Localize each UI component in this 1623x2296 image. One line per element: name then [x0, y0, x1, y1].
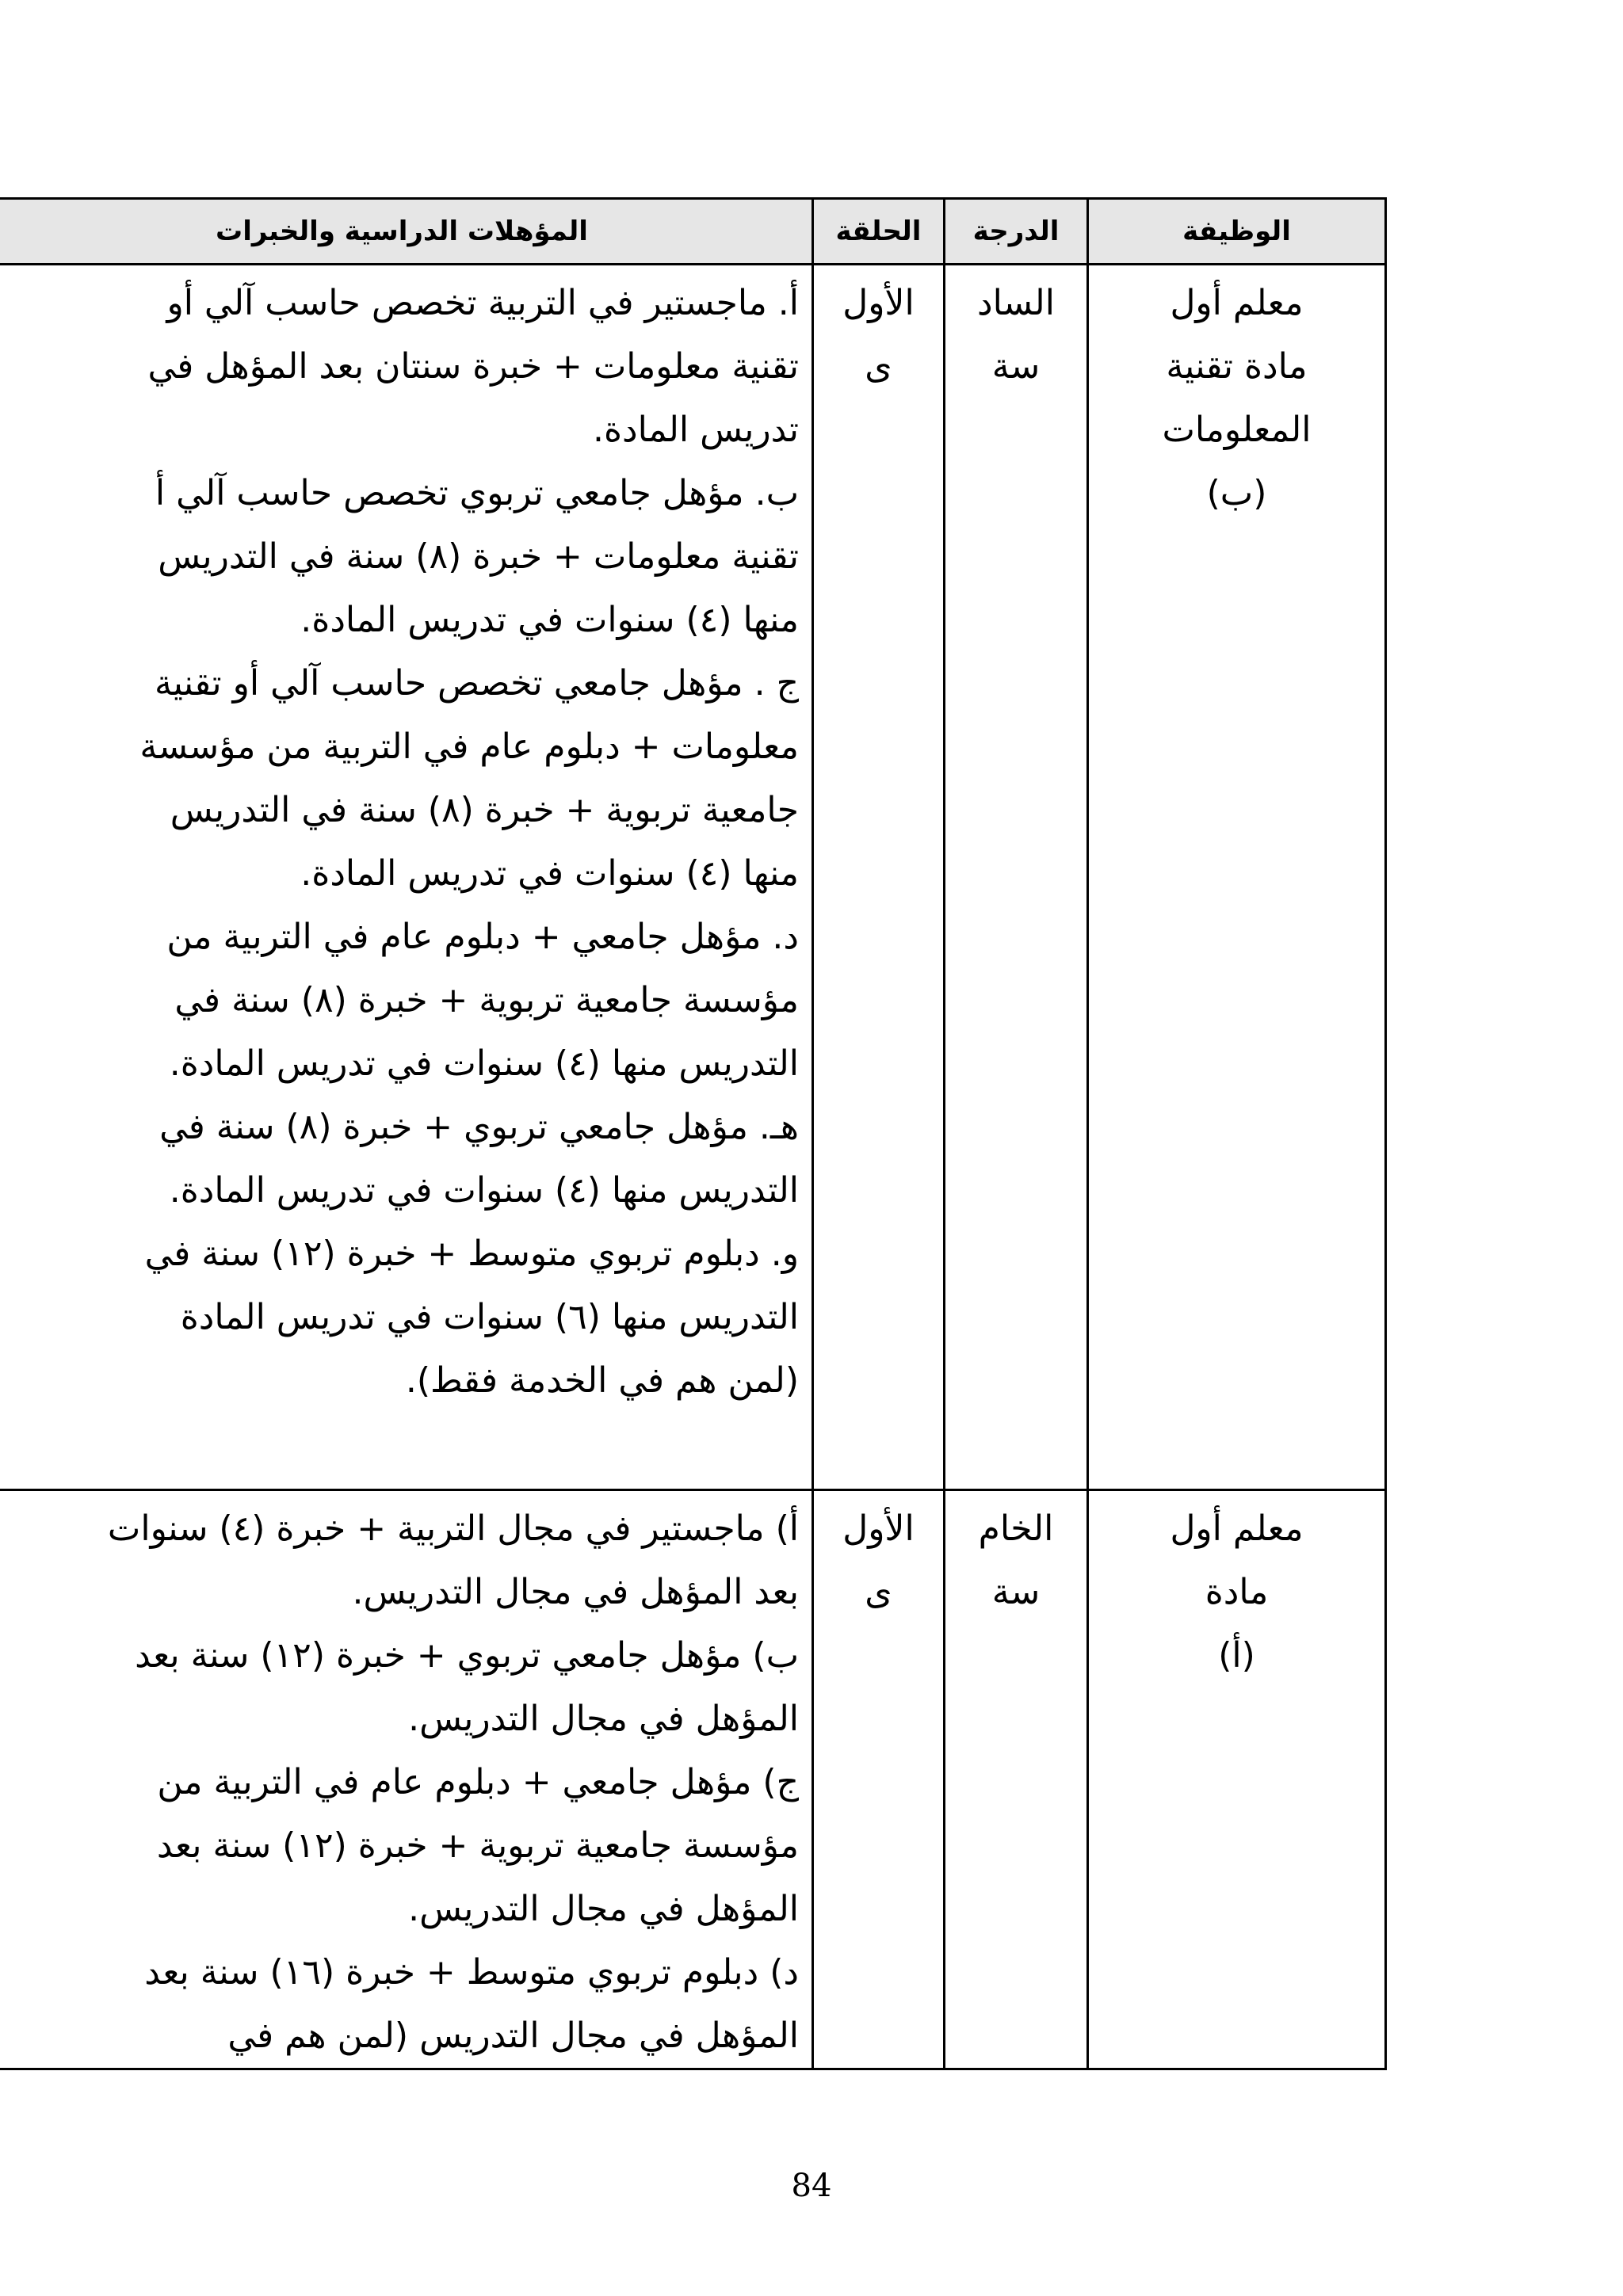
- qualification-line: المؤهل في مجال التدريس.: [408, 1889, 799, 1929]
- cycle-line: ى: [865, 346, 892, 387]
- qualification-line: أ. ماجستير في التربية تخصص حاسب آلي أو: [166, 283, 799, 323]
- qualification-line: منها (٤) سنوات في تدريس المادة.: [300, 600, 799, 640]
- qualification-line: تقنية معلومات + خبرة (٨) سنة في التدريس: [158, 536, 799, 577]
- grade-line: الساد: [977, 283, 1055, 323]
- grade-cell: [945, 265, 1088, 1490]
- qualification-line: المؤهل في مجال التدريس (لمن هم في: [227, 2016, 799, 2056]
- job-line: المعلومات: [1162, 410, 1312, 450]
- header-qualifications: المؤهلات الدراسية والخبرات: [0, 199, 813, 265]
- table-row: [0, 265, 1386, 1490]
- qualification-line: هـ. مؤهل جامعي تربوي + خبرة (٨) سنة في: [159, 1107, 799, 1147]
- qualification-line: تدريس المادة.: [592, 410, 799, 450]
- header-job: الوظيفة: [1088, 199, 1386, 265]
- job-cell: [1088, 1490, 1386, 2069]
- qualification-line: معلومات + دبلوم عام في التربية من مؤسسة: [139, 727, 799, 767]
- qualification-line: و. دبلوم تربوي متوسط + خبرة (١٢) سنة في: [144, 1234, 799, 1274]
- job-line: مادة تقنية: [1166, 346, 1308, 387]
- qualifications-cell: [0, 1490, 813, 2069]
- job-line: معلم أول: [1170, 1508, 1304, 1549]
- qualification-line: بعد المؤهل في مجال التدريس.: [352, 1572, 799, 1612]
- job-line: (أ): [1218, 1635, 1255, 1676]
- table-header-row: [0, 199, 1386, 265]
- job-cell: [1088, 265, 1386, 1490]
- qualification-line: مؤسسة جامعية تربوية + خبرة (٨) سنة في: [174, 980, 799, 1020]
- qualification-line: د. مؤهل جامعي + دبلوم عام في التربية من: [166, 917, 799, 957]
- grade-line: سة: [991, 1572, 1041, 1612]
- cycle-line: الأول: [842, 1508, 915, 1549]
- qualification-line: التدريس منها (٤) سنوات في تدريس المادة.: [169, 1170, 799, 1211]
- qualification-line: التدريس منها (٤) سنوات في تدريس المادة.: [169, 1043, 799, 1084]
- qualification-line: منها (٤) سنوات في تدريس المادة.: [300, 853, 799, 894]
- cycle-line: ى: [865, 1572, 892, 1612]
- page-number: 84: [791, 2168, 832, 2204]
- qualification-line: التدريس منها (٦) سنوات في تدريس المادة: [180, 1297, 799, 1337]
- qualification-line: أ) ماجستير في مجال التربية + خبرة (٤) سنوات: [107, 1508, 799, 1549]
- qualification-line: جامعية تربوية + خبرة (٨) سنة في التدريس: [170, 790, 799, 830]
- qualification-line: ب. مؤهل جامعي تربوي تخصص حاسب آلي أ: [155, 473, 799, 513]
- qualification-line: ج . مؤهل جامعي تخصص حاسب آلي أو تقنية: [155, 663, 799, 704]
- cycle-cell: [813, 265, 945, 1490]
- qualification-line: تقنية معلومات + خبرة سنتان بعد المؤهل في: [147, 346, 799, 387]
- grade-cell: [945, 1490, 1088, 2069]
- job-line: (ب): [1206, 473, 1267, 513]
- cycle-cell: [813, 1490, 945, 2069]
- cycle-line: الأول: [842, 283, 915, 323]
- qualification-line: د) دبلوم تربوي متوسط + خبرة (١٦) سنة بعد: [144, 1952, 799, 1993]
- table-row: [0, 1490, 1386, 2069]
- qualification-line: مؤسسة جامعية تربوية + خبرة (١٢) سنة بعد: [156, 1825, 799, 1866]
- qualification-line: ب) مؤهل جامعي تربوي + خبرة (١٢) سنة بعد: [135, 1635, 799, 1676]
- qualification-line: المؤهل في مجال التدريس.: [408, 1699, 799, 1739]
- job-line: مادة: [1205, 1572, 1269, 1612]
- header-grade: الدرجة: [945, 199, 1088, 265]
- grade-line: سة: [991, 346, 1041, 387]
- grade-line: الخام: [978, 1508, 1054, 1549]
- header-cycle: الحلقة: [813, 199, 945, 265]
- job-line: معلم أول: [1170, 283, 1304, 323]
- qualification-line: (لمن هم في الخدمة فقط).: [405, 1360, 799, 1401]
- qualification-line: ج) مؤهل جامعي + دبلوم عام في التربية من: [157, 1762, 799, 1802]
- qualifications-cell: [0, 265, 813, 1490]
- qualifications-table: [0, 197, 1387, 2070]
